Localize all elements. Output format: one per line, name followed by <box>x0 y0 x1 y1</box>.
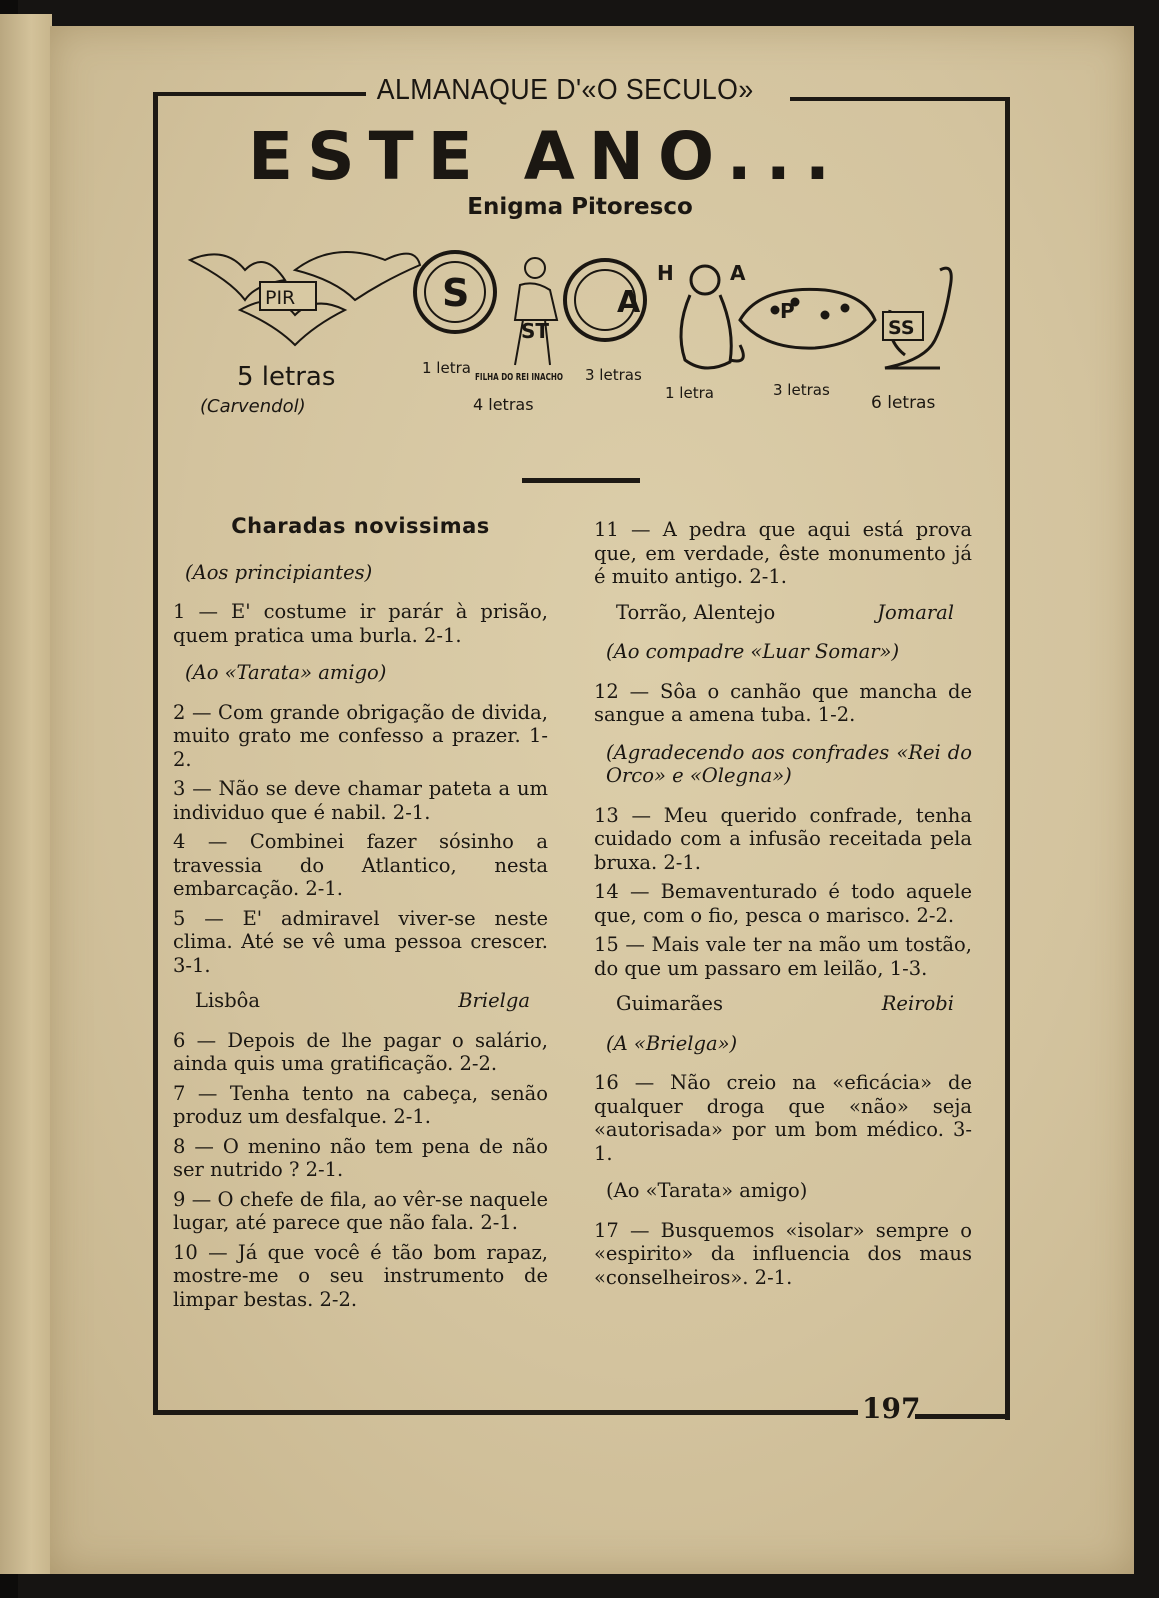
charade-9: 9 — O chefe de fila, ao vêr-se naquele lugar, até parece que não fala. 2-1. <box>173 1187 548 1234</box>
frame-border-left <box>153 92 158 1412</box>
rebus-label-s: S <box>442 271 470 315</box>
right-column <box>594 518 972 1295</box>
rebus-label-p: P <box>780 299 795 323</box>
charade-14: 14 — Bemaventurado é todo aquele que, com o fio, pesca o marisco. 2-2. <box>594 880 972 927</box>
frame-border-right <box>1005 100 1010 1420</box>
rebus-label-h: H <box>657 261 674 285</box>
dedication: (A «Brielga») <box>606 1031 738 1055</box>
frame-border-bottom-right <box>915 1414 1010 1419</box>
signature-place: Guimarães <box>616 992 723 1015</box>
charade-4: 4 — Combinei fazer sósinho a travessia do Atlantico, nesta embarcação. 2-1. <box>173 830 548 900</box>
running-header: ALMANAQUE D'«O SECULO» <box>376 74 754 106</box>
signature-name: Reirobi <box>881 992 954 1015</box>
rebus-count-2: 1 letra <box>422 359 471 377</box>
charade-6: 6 — Depois de lhe pagar o salário, ainda quis uma gratificação. 2-2. <box>173 1028 548 1075</box>
signature-name: Jomaral <box>877 600 954 624</box>
charade-3: 3 — Não se deve chamar pateta a um individuo que é nabil. 2-1. <box>173 777 548 824</box>
rebus-label-ss: SS <box>888 317 915 339</box>
signature <box>594 992 972 1016</box>
rebus-label-a2: A <box>730 261 746 285</box>
charade-17: 17 — Busquemos «isolar» sempre o «espirito» da influencia dos maus «conselheiros». 2-1. <box>594 1218 972 1289</box>
rebus-illustration <box>185 240 995 430</box>
dedication: (Aos principiantes) <box>185 560 373 584</box>
charade-5: 5 — E' admiravel viver-se neste clima. Até se vê uma pessoa crescer. 3-1. <box>173 906 548 977</box>
rebus-count-6: 1 letra <box>665 384 714 402</box>
section-heading: Charadas novissimas <box>231 514 490 538</box>
charade-15: 15 — Mais vale ter na mão um tostão, do que um passaro em leilão, 1-3. <box>594 933 972 980</box>
frame-border-top-right <box>790 97 1010 101</box>
frame-border-bottom-left <box>153 1410 858 1415</box>
charade-13: 13 — Meu querido confrade, tenha cuidado com a infusão receitada pela bruxa. 2-1. <box>594 803 972 874</box>
dedication: (Agradecendo aos confrades «Rei do Orco» e «Olegna») <box>606 740 972 787</box>
rebus-count-7: 3 letras <box>773 381 830 399</box>
rebus-count-3: FILHA DO REI INACHO <box>475 372 563 383</box>
frame-border-top-left <box>153 92 366 96</box>
charade-7: 7 — Tenha tento na cabeça, senão produz um desfalque. 2-1. <box>173 1081 548 1128</box>
page-title: ESTE ANO... <box>248 118 844 195</box>
charade-8: 8 — O menino não tem pena de não ser nutrido ? 2-1. <box>173 1134 548 1181</box>
leopard-picture <box>740 289 875 348</box>
previous-page-edge <box>0 14 52 1574</box>
left-column <box>173 505 548 1317</box>
charade-2: 2 — Com grande obrigação de divida, muito grato me confesso a prazer. 1-2. <box>173 700 548 771</box>
rebus-label-a: A <box>617 285 641 320</box>
signature-place: Lisbôa <box>195 989 261 1012</box>
charade-11: 11 — A pedra que aqui está prova que, em verdade, êste monumento já é muito antigo. 2-1. <box>594 518 972 588</box>
dedication: (Ao «Tarata» amigo) <box>606 1179 808 1202</box>
rebus-label-pir: PIR <box>265 287 296 309</box>
charade-12: 12 — Sôa o canhão que mancha de sangue a amena tuba. 1-2. <box>594 679 972 726</box>
puzzle-subtitle: Enigma Pitoresco <box>467 194 693 220</box>
rebus-count-5: 3 letras <box>585 366 642 384</box>
dedication: (Ao compadre «Luar Somar») <box>606 640 900 663</box>
rebus-count-4: 4 letras <box>473 395 534 414</box>
signature-place: Torrão, Alentejo <box>616 600 776 624</box>
signature <box>594 601 972 625</box>
rebus-label-st: ST <box>521 319 550 343</box>
section-separator <box>522 478 640 483</box>
rebus-author: (Carvendol) <box>200 396 306 417</box>
rebus-count-1: 5 letras <box>237 362 336 392</box>
signature-name: Brielga <box>458 989 530 1012</box>
page-number: 197 <box>862 1392 921 1425</box>
charade-16: 16 — Não creio na «eficácia» de qualquer droga que «não» seja «autorisada» por um bom médico. 3-1. <box>594 1071 972 1165</box>
dedication: (Ao «Tarata» amigo) <box>185 661 387 684</box>
signature <box>173 989 548 1013</box>
charade-1: 1 — E' costume ir parár à prisão, quem pratica uma burla. 2-1. <box>173 600 548 647</box>
woman-picture <box>515 258 557 365</box>
bats-picture <box>190 252 420 345</box>
charade-10: 10 — Já que você é tão bom rapaz, mostre-me o seu instrumento de limpar bestas. 2-2. <box>173 1240 548 1311</box>
rebus-count-8: 6 letras <box>871 393 936 413</box>
